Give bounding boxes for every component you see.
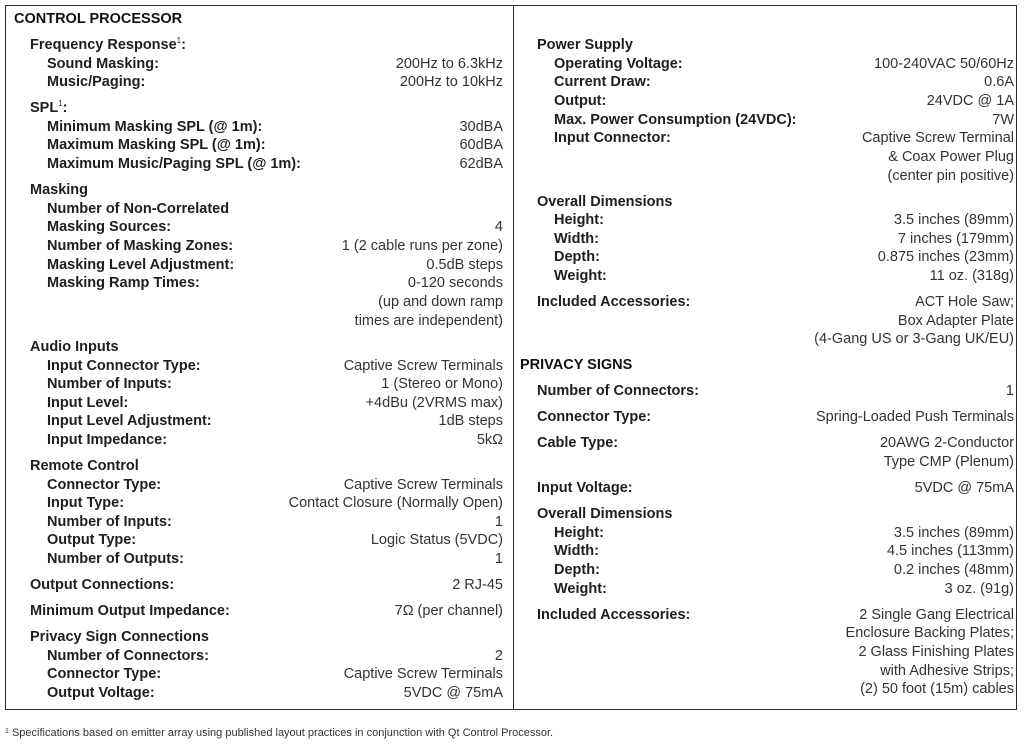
section-title-privacy-signs: PRIVACY SIGNS: [520, 357, 633, 373]
heading-spl: SPL$^1$:: [30, 99, 68, 116]
heading-privacy-sign-connections: Privacy Sign Connections: [30, 629, 209, 645]
column-divider: [513, 5, 514, 710]
footnote: $^1$ Specifications based on emitter array using published layout practices in conjunction with Qt Control Processor.: [5, 727, 554, 739]
heading-overall-dimensions: Overall Dimensions: [537, 194, 673, 210]
heading-audio-inputs: Audio Inputs: [30, 339, 119, 355]
heading-remote-control: Remote Control: [30, 458, 139, 474]
heading-ps-overall-dimensions: Overall Dimensions: [537, 506, 673, 522]
heading-masking: Masking: [30, 182, 89, 198]
heading-frequency-response: Frequency Response$^1$:: [30, 36, 186, 53]
heading-power-supply: Power Supply: [537, 37, 633, 53]
section-title-control-processor: CONTROL PROCESSOR: [14, 11, 183, 27]
